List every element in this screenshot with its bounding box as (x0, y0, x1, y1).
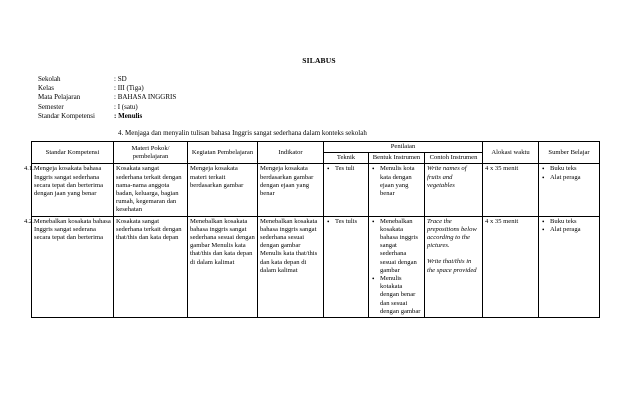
cell-bentuk (369, 216, 425, 317)
header-penilaian: Penilaian (324, 142, 483, 153)
list-item: • Alat peraga (550, 226, 597, 234)
meta-key: Mata Pelajaran (38, 93, 81, 102)
list-item: • Tes tuli (335, 165, 366, 173)
cell-teknik (324, 216, 369, 317)
meta-row-standar-kompetensi (38, 112, 176, 121)
header-teknik: Teknik (324, 153, 369, 164)
cell-kegiatan: Mengeja kosakata materi terkait berdasarkan gambar (188, 164, 258, 216)
cell-indikator: Mengeja kosakata berdasarkan gambar dengan ejaan yang benar (258, 164, 324, 216)
cell-contoh: Write names of fruits and vegetables (425, 164, 483, 216)
table-row (32, 216, 600, 317)
cell-kegiatan: Menebalkan kosakata bahasa inggris sangat sederhana sesuai dengan gambar Menulis kata that/this dan kata depan di dalam kalimat (188, 216, 258, 317)
meta-value: : BAHASA INGGRIS (114, 93, 177, 102)
competency-item: 4. Menjaga dan menyalin tulisan bahasa Inggris sangat sederhana dalam konteks sekolah (118, 129, 367, 137)
meta-value: : I (satu) (114, 102, 138, 111)
list-item: • Menebalkan kosakata bahasa inggris sangat sederhana sesuai dengan gambar (380, 218, 422, 275)
cell-standar: 4.1.Mengeja kosakata bahasa Inggris sangat sederhana secara tepat dan berterima dengan jaan yang benar (32, 164, 114, 216)
list-item: • Buku teks (550, 165, 597, 173)
cell-materi: Kosakata sangat sederhana terkait dengan that/this dan kata depan (114, 216, 188, 317)
contoh-line-2: Write that/this in the space provided (427, 258, 477, 274)
cell-sumber (539, 216, 600, 317)
list-item: • Buku teks (550, 218, 597, 226)
cell-sumber (539, 164, 600, 216)
meta-block (38, 75, 176, 121)
meta-value: : III (Tiga) (114, 84, 144, 93)
header-kegiatan: Kegiatan Pembelajaran (188, 142, 258, 164)
syllabus-table (24, 141, 600, 318)
header-contoh: Contoh Instrumen (425, 153, 483, 164)
list-item: • Alat peraga (550, 174, 597, 182)
meta-key: Kelas (38, 84, 54, 93)
list-item: • Tes tulis (335, 218, 366, 226)
header-materi: Materi Pokok/ pembelajaran (114, 142, 188, 164)
header-bentuk: Bentuk Instrumen (369, 153, 425, 164)
meta-row-kelas (38, 84, 176, 93)
document-title: SILABUS (302, 56, 336, 65)
meta-row-sekolah (38, 75, 176, 84)
cell-indikator: Menebalkan kosakata bahasa inggris sangat sederhana sesuai dengan gambar Menulis kata that/this dan kata depan di dalam kalimat (258, 216, 324, 317)
meta-key: Sekolah (38, 75, 61, 83)
cell-contoh (425, 216, 483, 317)
header-standar: Standar Kompetensi (32, 142, 114, 164)
cell-materi: Kosakata sangat sederhana terkait dengan nama-nama anggota badan, keluarga, bagian rumah, kegemaran dan kesehatan (114, 164, 188, 216)
meta-row-mata-pelajaran (38, 93, 176, 102)
meta-key: Semester (38, 102, 64, 111)
header-alokasi: Alokasi waktu (483, 142, 539, 164)
header-row (32, 142, 600, 153)
cell-bentuk (369, 164, 425, 216)
meta-key: Standar Kompetensi (38, 111, 95, 120)
cell-alokasi: 4 x 35 menit (483, 216, 539, 317)
header-sumber: Sumber Belajar (539, 142, 600, 164)
table-row (32, 164, 600, 216)
cell-standar: 4.2.Menebalkan kosakata bahasa Inggris sangat sederana secara tepat dan berterima (32, 216, 114, 317)
cell-alokasi: 4 x 35 menit (483, 164, 539, 216)
meta-row-semester (38, 103, 176, 112)
list-item: • Menulis kotakata dengan benar dan sesuai dengan gambar (380, 275, 422, 316)
list-item: • Menulis kota kata dengan ejaan yang benar (380, 165, 422, 198)
header-indikator: Indikator (258, 142, 324, 164)
contoh-line-1: Trace the prepositions below according to the pictures. (427, 217, 477, 250)
cell-teknik (324, 164, 369, 216)
meta-value: : Menulis (114, 111, 143, 120)
meta-value: : SD (114, 75, 127, 83)
